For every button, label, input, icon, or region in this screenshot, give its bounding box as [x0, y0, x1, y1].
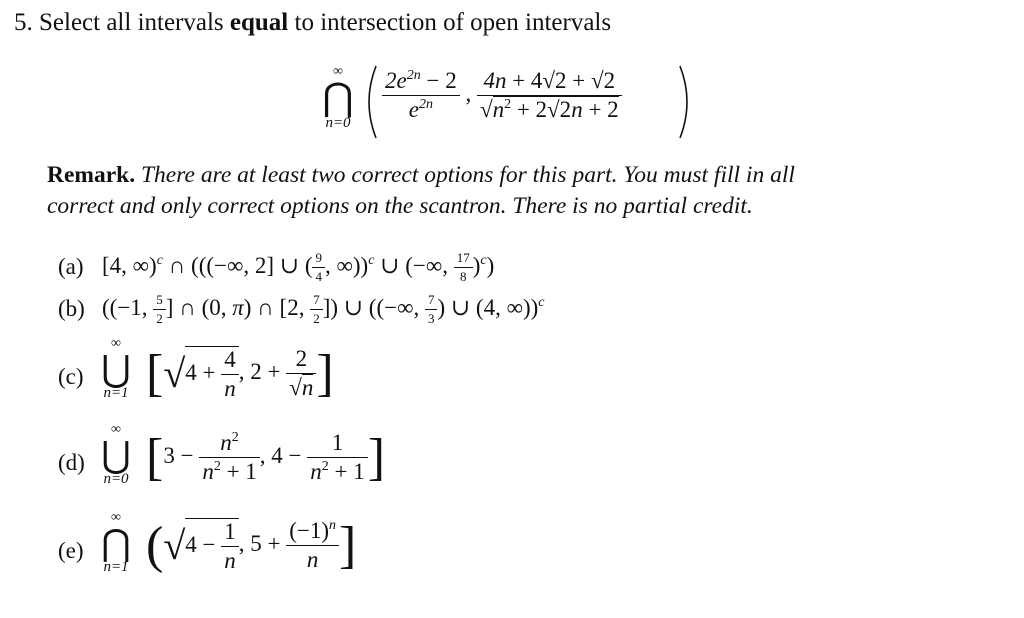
- option-c-expression: [√4 + $\frac{4}{n}$ , 2 + $\frac{2}{√n}$ ]: [146, 345, 334, 402]
- option-d-label: (d): [58, 450, 85, 475]
- question-line: [14, 9, 611, 37]
- remark-label: Remark.: [47, 162, 136, 188]
- remark-line-2: correct and only correct options on the scantron. There is no partial credit.: [47, 193, 753, 219]
- question-text-after: to intersection of open intervals: [294, 9, 612, 36]
- option-c-union-operator: ∞ ⋃ n=1: [101, 336, 131, 401]
- option-e-label: (e): [58, 538, 84, 563]
- option-b-expression: ((−1, $\frac{5}{2}$ ] ∩ (0, π) ∩ [2, $\frac{7}{2}$ ]) ∪ ((−∞, $\frac{7}{3}$ ) ∪ (4, ∞))$^c$: [102, 292, 545, 326]
- option-a-expression: [4, ∞)$^c$ ∩ (((−∞, 2] ∪ ( $\frac{9}{4}$ , ∞))$^c$ ∪ (−∞, $\frac{17}{8}$ )$^c$): [102, 250, 495, 284]
- option-a-label: (a): [58, 254, 84, 279]
- right-endpoint-fraction: $\frac{4n + 4√2 + √2}{√n^2 + 2√2n + 2}$: [477, 68, 622, 123]
- option-e-intersection-operator: ∞ ⋂ n=1: [101, 510, 131, 575]
- option-d-expression: [3 − $\frac{n^2}{n^2 + 1}$ , 4 − $\frac{1}{n^2 + 1}$ ]: [146, 429, 386, 486]
- option-e-expression: (√4 − $\frac{1}{n}$ , 5 + $\frac{(-1)^n}{n}$ ]: [146, 517, 357, 574]
- question-text-before: Select all intervals: [39, 9, 224, 36]
- exam-question-page: 5. Select all intervals equal to intersection of open intervals ∞ ⋂ n=0 $\frac{2e^{2n} - 2}{e^{2n}}$ , $\frac{4n + 4√2 + √2}{√n^2 + 2√2n + 2}$ Remark. There are at least two correct options for this part. You must fill in all correct and only correct options on the scantron. There is no partial credit. (a) [4, ∞)$^c$ ∩ (((−∞, 2] ∪ ( $\frac{9}{4}$ , ∞))$^c$ ∪ (−∞, $\frac{17}{8}$ )$^c$) (b) ((−1, $\frac{5}{2}$ ] ∩ (0, π) ∩ [2, $\frac{7}{2}$ ]) ∪ ((−∞, $\frac{7}{3}$ ) ∪ (4, ∞))$^c$ (c) ∞ ⋃ n=1 [√4 + $\frac{4}{n}$ , 2 + $\frac{2}{√n}$ ] (d) ∞ ⋃ n=0 [3 − $\frac{n^2}{n^2 + 1}$ , 4 − $\frac{1}{n^2 + 1}$ ] (e) ∞ ⋂ n=1 (√4 − $\frac{1}{n}$ , 5 + $\frac{(-1)^n}{n}$ ]: [14, 9, 795, 575]
- question-text-bold: equal: [229, 9, 289, 36]
- remark-line-1: Remark. There are at least two correct options for this part. You must fill in all: [47, 162, 795, 188]
- option-d-union-operator: ∞ ⋃ n=0: [101, 422, 131, 487]
- option-c-label: (c): [58, 364, 84, 389]
- left-endpoint-fraction: $\frac{2e^{2n} - 2}{e^{2n}}$: [382, 68, 460, 123]
- intersection-operator: ∞ ⋂ n=0: [322, 64, 354, 131]
- option-b-label: (b): [58, 296, 85, 321]
- question-number: 5.: [14, 9, 33, 36]
